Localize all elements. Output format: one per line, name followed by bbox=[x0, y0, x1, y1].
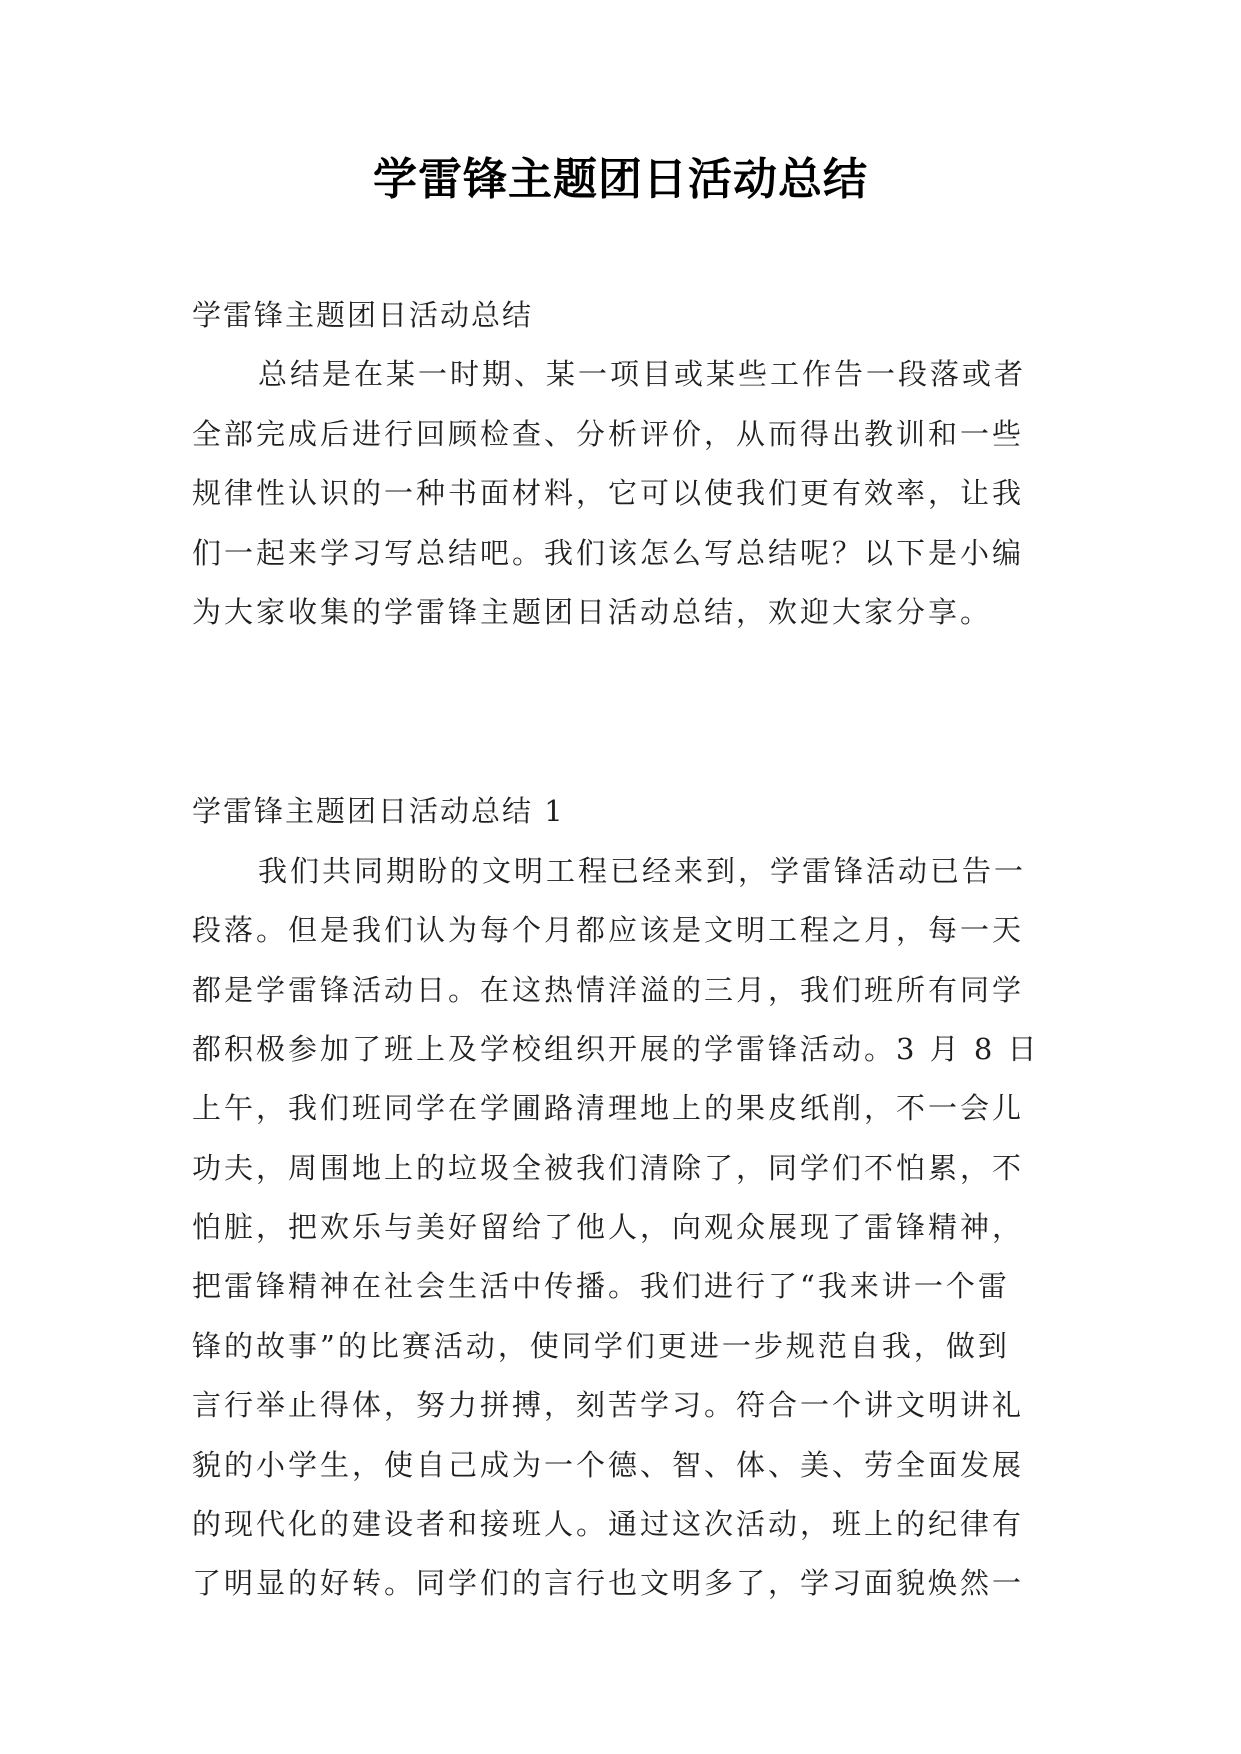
section-1-heading: 学雷锋主题团日活动总结 1 bbox=[192, 794, 565, 829]
section-1-paragraph-line: 都是学雷锋活动日。在这热情洋溢的三月，我们班所有同学 bbox=[192, 972, 1025, 1007]
section-1-paragraph-line: 段落。但是我们认为每个月都应该是文明工程之月，每一天 bbox=[192, 913, 1025, 948]
section-1-paragraph-line: 把雷锋精神在社会生活中传播。我们进行了“我来讲一个雷 bbox=[192, 1269, 1010, 1304]
section-spacer bbox=[192, 642, 1054, 782]
section-1-paragraph-line: 我们共同期盼的文明工程已经来到，学雷锋活动已告一 bbox=[258, 853, 1027, 888]
section-1-paragraph-line: 上午，我们班同学在学圃路清理地上的果皮纸削，不一会儿 bbox=[192, 1091, 1025, 1126]
section-1-paragraph-line: 的现代化的建设者和接班人。通过这次活动，班上的纪律有 bbox=[192, 1507, 1025, 1542]
document-body bbox=[192, 286, 1054, 1614]
intro-paragraph-line: 全部完成后进行回顾检查、分析评价，从而得出教训和一些 bbox=[192, 416, 1025, 451]
intro-paragraph-line: 为大家收集的学雷锋主题团日活动总结，欢迎大家分享。 bbox=[192, 594, 993, 629]
document-title: 学雷锋主题团日活动总结 bbox=[373, 154, 868, 205]
section-1-paragraph-line: 怕脏，把欢乐与美好留给了他人，向观众展现了雷锋精神， bbox=[192, 1210, 1025, 1245]
section-1-paragraph-line: 言行举止得体，努力拼搏，刻苦学习。符合一个讲文明讲礼 bbox=[192, 1388, 1025, 1423]
intro-paragraph-line: 规律性认识的一种书面材料，它可以使我们更有效率，让我 bbox=[192, 476, 1025, 511]
section-1-paragraph-line: 貌的小学生，使自己成为一个德、智、体、美、劳全面发展 bbox=[192, 1447, 1025, 1482]
intro-paragraph-line: 总结是在某一时期、某一项目或某些工作告一段落或者 bbox=[258, 357, 1027, 392]
section-1-paragraph-line: 了明显的好转。同学们的言行也文明多了，学习面貌焕然一 bbox=[192, 1566, 1025, 1601]
intro-heading: 学雷锋主题团日活动总结 bbox=[192, 298, 534, 332]
intro-paragraph-line: 们一起来学习写总结吧。我们该怎么写总结呢？以下是小编 bbox=[192, 535, 1025, 570]
section-1-paragraph-line: 功夫，周围地上的垃圾全被我们清除了，同学们不怕累，不 bbox=[192, 1150, 1025, 1185]
section-1-paragraph-line: 都积极参加了班上及学校组织开展的学雷锋活动。3 月 8 日 bbox=[192, 1031, 1040, 1066]
section-1-paragraph-line: 锋的故事”的比赛活动，使同学们更进一步规范自我，做到 bbox=[192, 1328, 1010, 1363]
